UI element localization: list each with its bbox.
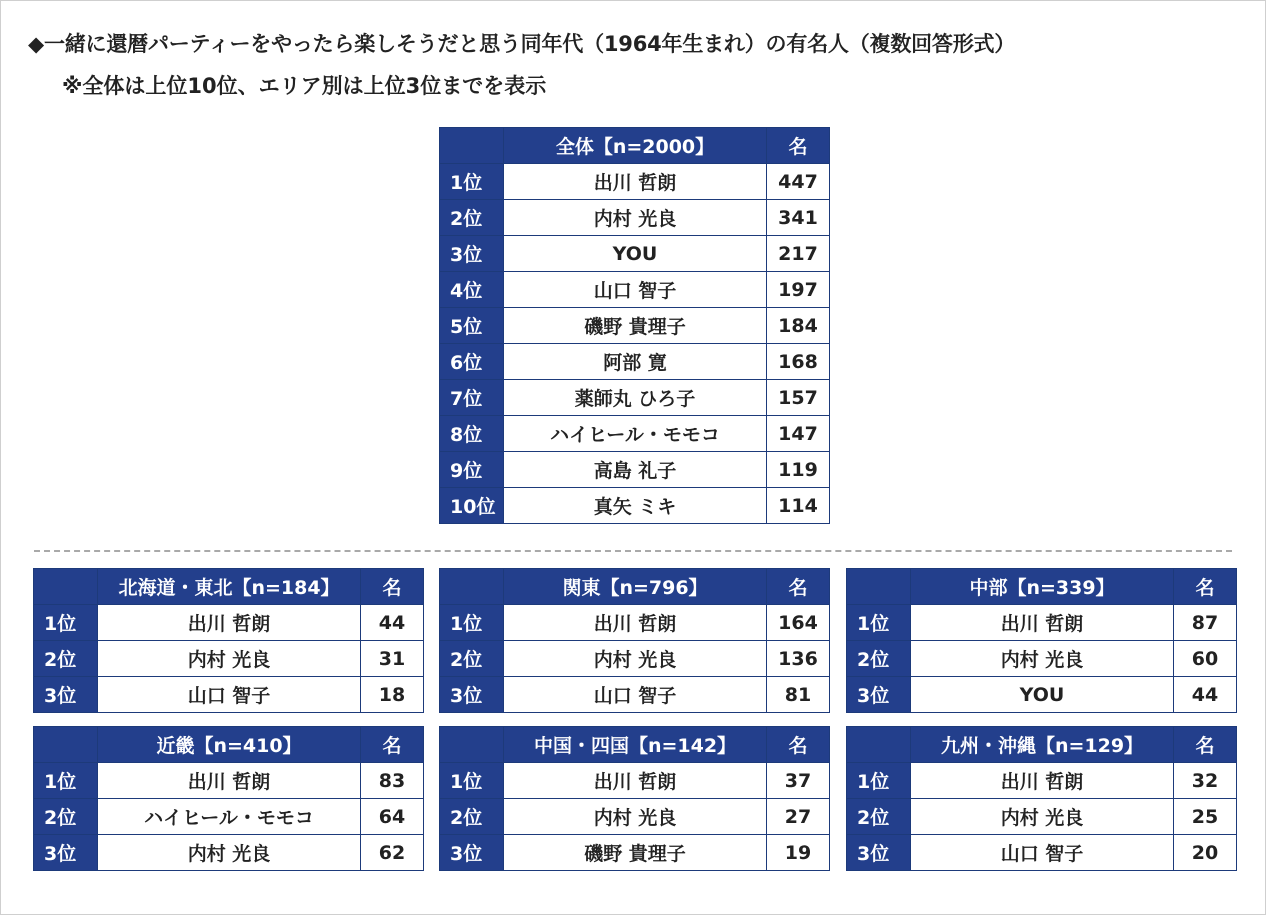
name-cell: 出川 哲朗 [504,763,767,799]
region-table-kanto [439,568,830,713]
table-header-label: 近畿【n=410】 [98,727,361,763]
count-unit-header: 名 [1174,569,1237,605]
count-cell: 81 [767,677,830,713]
name-cell: 内村 光良 [98,641,361,677]
count-unit-header: 名 [1174,727,1237,763]
name-cell: 山口 智子 [98,677,361,713]
table-header-row [34,569,424,605]
table-row [440,308,830,344]
name-cell: 山口 智子 [911,835,1174,871]
table-row [34,641,424,677]
table-row [34,605,424,641]
name-cell: 内村 光良 [911,641,1174,677]
table-row [847,799,1237,835]
rank-cell: 2位 [440,641,504,677]
name-cell: 真矢 ミキ [504,488,767,524]
count-cell: 19 [767,835,830,871]
name-cell: 内村 光良 [911,799,1174,835]
table-header-row [440,727,830,763]
table-row [440,380,830,416]
count-cell: 20 [1174,835,1237,871]
name-cell: 内村 光良 [504,641,767,677]
count-cell: 32 [1174,763,1237,799]
name-cell: 山口 智子 [504,677,767,713]
table-header-label: 関東【n=796】 [504,569,767,605]
name-cell: ハイヒール・モモコ [98,799,361,835]
count-cell: 197 [767,272,830,308]
count-cell: 87 [1174,605,1237,641]
rank-cell: 3位 [34,677,98,713]
table-row [440,605,830,641]
rank-header-cell [847,569,911,605]
rank-cell: 7位 [440,380,504,416]
table-header-row [34,727,424,763]
name-cell: 磯野 貴理子 [504,308,767,344]
count-cell: 341 [767,200,830,236]
table-header-row [440,569,830,605]
rank-header-cell [847,727,911,763]
name-cell: 内村 光良 [98,835,361,871]
rank-cell: 1位 [440,605,504,641]
count-cell: 25 [1174,799,1237,835]
rank-cell: 3位 [440,677,504,713]
name-cell: 内村 光良 [504,799,767,835]
name-cell: 阿部 寛 [504,344,767,380]
rank-cell: 1位 [847,605,911,641]
page-subtitle: ※全体は上位10位、エリア別は上位3位までを表示 [62,74,547,98]
rank-header-cell [440,569,504,605]
count-cell: 64 [361,799,424,835]
name-cell: ハイヒール・モモコ [504,416,767,452]
rank-cell: 2位 [847,641,911,677]
table-header-label: 北海道・東北【n=184】 [98,569,361,605]
table-row [440,164,830,200]
table-row [847,641,1237,677]
rank-cell: 3位 [34,835,98,871]
rank-cell: 6位 [440,344,504,380]
table-row [847,605,1237,641]
table-row [847,677,1237,713]
name-cell: 内村 光良 [504,200,767,236]
name-cell: 山口 智子 [504,272,767,308]
count-cell: 217 [767,236,830,272]
table-row [440,677,830,713]
table-row [440,344,830,380]
name-cell: 出川 哲朗 [911,605,1174,641]
name-cell: 薬師丸 ひろ子 [504,380,767,416]
count-cell: 37 [767,763,830,799]
count-cell: 27 [767,799,830,835]
count-cell: 18 [361,677,424,713]
name-cell: 出川 哲朗 [911,763,1174,799]
rank-cell: 3位 [847,835,911,871]
rank-cell: 1位 [847,763,911,799]
rank-cell: 2位 [440,200,504,236]
count-unit-header: 名 [767,569,830,605]
rank-header-cell [440,727,504,763]
count-cell: 44 [1174,677,1237,713]
name-cell: 磯野 貴理子 [504,835,767,871]
rank-header-cell [440,128,504,164]
table-row [440,200,830,236]
table-row [847,835,1237,871]
count-cell: 184 [767,308,830,344]
name-cell: 出川 哲朗 [98,763,361,799]
table-header-row [847,727,1237,763]
region-table-hokkaido-tohoku [33,568,424,713]
rank-cell: 3位 [847,677,911,713]
name-cell: 出川 哲朗 [504,164,767,200]
region-table-chubu [846,568,1237,713]
table-row [440,452,830,488]
table-row [34,763,424,799]
rank-cell: 2位 [34,799,98,835]
count-cell: 83 [361,763,424,799]
count-unit-header: 名 [361,727,424,763]
table-row [34,677,424,713]
count-unit-header: 名 [361,569,424,605]
rank-header-cell [34,569,98,605]
rank-cell: 2位 [847,799,911,835]
rank-cell: 1位 [440,763,504,799]
page-title: ◆一緒に還暦パーティーをやったら楽しそうだと思う同年代（1964年生まれ）の有名人（複数回答形式） [28,32,1016,56]
table-row [440,835,830,871]
count-cell: 168 [767,344,830,380]
table-row [440,641,830,677]
rank-header-cell [34,727,98,763]
rank-cell: 1位 [34,763,98,799]
count-cell: 60 [1174,641,1237,677]
name-cell: YOU [911,677,1174,713]
rank-cell: 5位 [440,308,504,344]
rank-cell: 10位 [440,488,504,524]
rank-cell: 4位 [440,272,504,308]
table-header-label: 中国・四国【n=142】 [504,727,767,763]
rank-cell: 2位 [34,641,98,677]
rank-cell: 8位 [440,416,504,452]
table-row [440,488,830,524]
count-cell: 44 [361,605,424,641]
section-divider [34,550,1232,552]
table-header-row [847,569,1237,605]
rank-cell: 1位 [440,164,504,200]
count-unit-header: 名 [767,727,830,763]
count-cell: 136 [767,641,830,677]
rank-cell: 3位 [440,236,504,272]
name-cell: 高島 礼子 [504,452,767,488]
table-row [440,799,830,835]
count-cell: 62 [361,835,424,871]
rank-cell: 3位 [440,835,504,871]
table-row [440,236,830,272]
count-cell: 31 [361,641,424,677]
table-row [440,272,830,308]
region-table-kinki [33,726,424,871]
rank-cell: 1位 [34,605,98,641]
table-header-label: 九州・沖縄【n=129】 [911,727,1174,763]
count-cell: 157 [767,380,830,416]
table-row [34,799,424,835]
table-row [440,763,830,799]
count-cell: 114 [767,488,830,524]
table-header-row [440,128,830,164]
overall-ranking-table [439,127,830,524]
rank-cell: 9位 [440,452,504,488]
count-unit-header: 名 [767,128,830,164]
table-header-label: 中部【n=339】 [911,569,1174,605]
name-cell: YOU [504,236,767,272]
count-cell: 119 [767,452,830,488]
table-row [847,763,1237,799]
region-table-kyushu-okinawa [846,726,1237,871]
rank-cell: 2位 [440,799,504,835]
table-row [34,835,424,871]
table-row [440,416,830,452]
count-cell: 164 [767,605,830,641]
name-cell: 出川 哲朗 [504,605,767,641]
region-table-chugoku-shikoku [439,726,830,871]
count-cell: 447 [767,164,830,200]
name-cell: 出川 哲朗 [98,605,361,641]
count-cell: 147 [767,416,830,452]
table-header-label: 全体【n=2000】 [504,128,767,164]
